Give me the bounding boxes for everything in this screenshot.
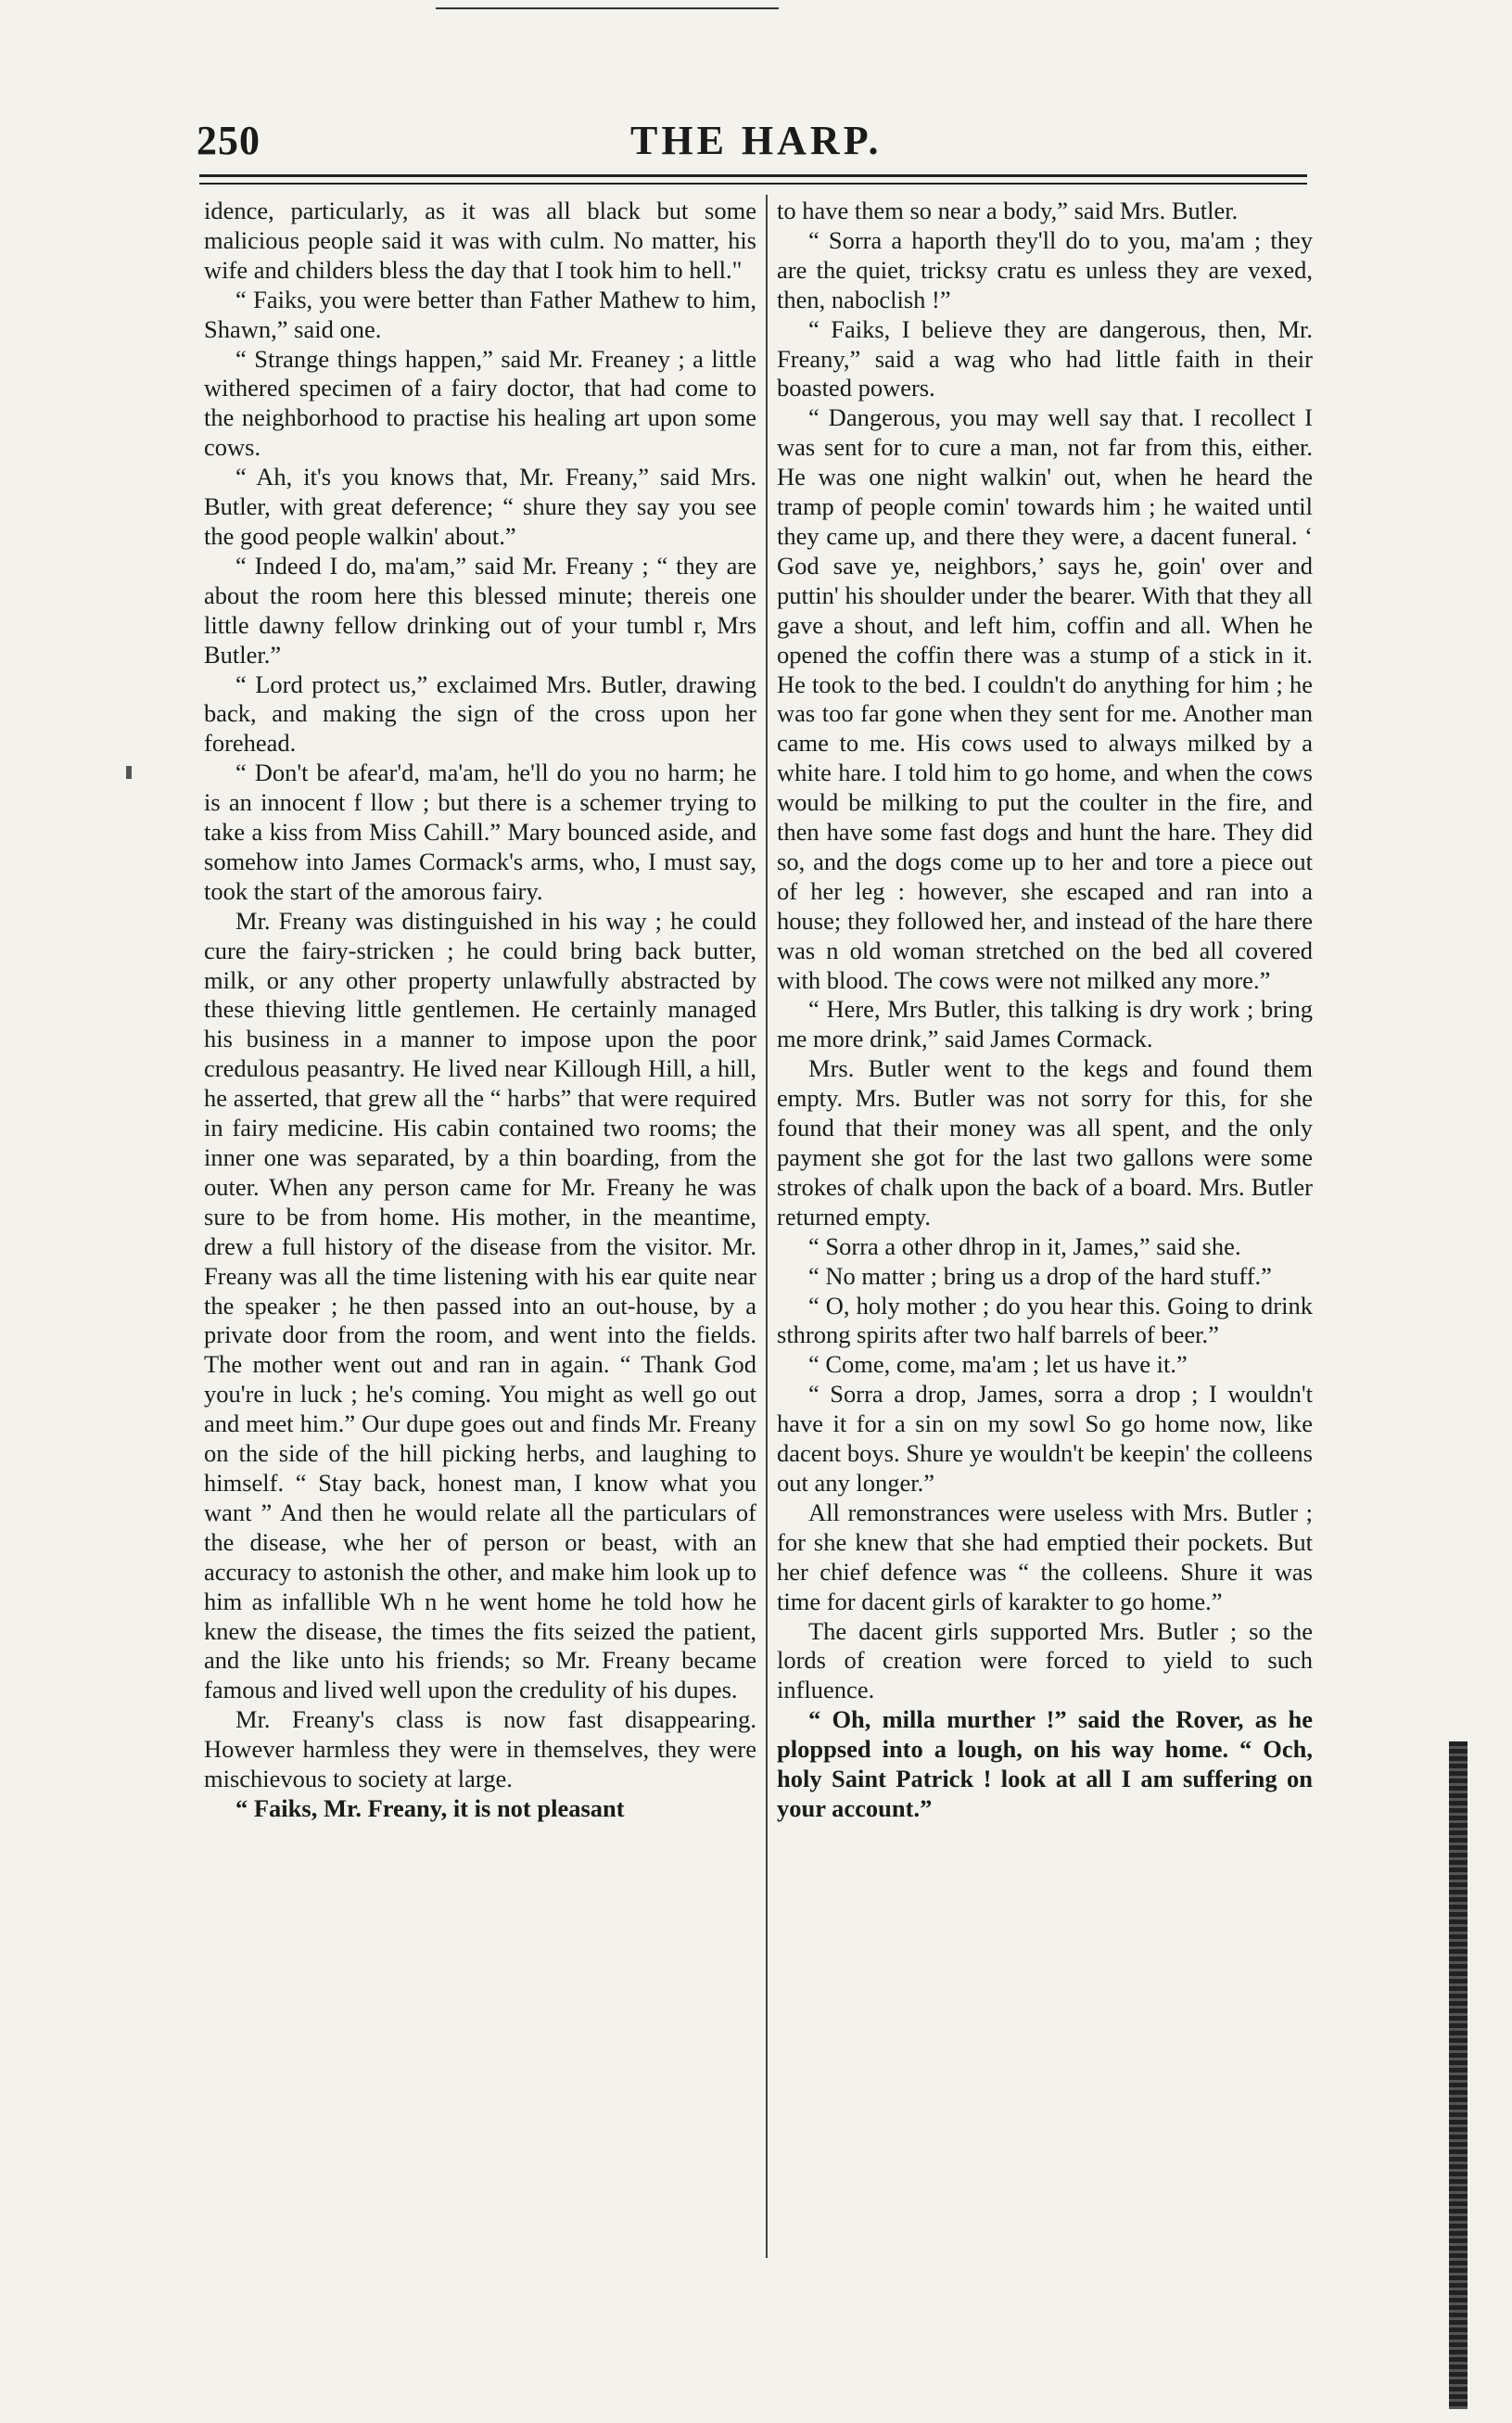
top-rule: [436, 7, 779, 9]
paragraph: Mr. Freany was distinguished in his way ; he could cure the fairy-stricken ; he could bring back butter, milk, or any other property unlawfully abstracted by these thieving little gentlemen. He certainly managed his business in a manner to impose upon the poor credulous peasantry. He lived near Killough Hill, a hill, he asserted, that grew all the “ harbs” that were required in fairy medicine. His cabin contained two rooms; the inner one was separated, by a thin boarding, from the outer. When any person came for Mr. Freany he was sure to be from home. His mother, in the meantime, drew a full history of the disease from the visitor. Mr. Freany was all the time listening with his ear quite near the speaker ; he then passed into an out-house, by a private door from the room, and went into the fields. The mother went out and ran in again. “ Thank God you're in luck ; he's coming. You might as well go out and meet him.” Our dupe goes out and finds Mr. Freany on the side of the hill picking herbs, and laughing to himself. “ Stay back, honest man, I know what you want ” And then he would relate all the particulars of the disease, whe her of person or beast, with an accuracy to astonish the other, and make him look up to him as infallible Wh n he went home he told how he knew the disease, the times the fits seized the patient, and the like unto his friends; so Mr. Freany became famous and lived well upon the credulity of his dupes.: [204, 906, 756, 1704]
paragraph: “ Lord protect us,” exclaimed Mrs. Butler, drawing back, and making the sign of the cross upon her forehead.: [204, 670, 756, 758]
paragraph: “ Indeed I do, ma'am,” said Mr. Freany ; “ they are about the room here this blessed minute; thereis one little dawny fellow drinking out of your tumbl r, Mrs Butler.”: [204, 551, 756, 669]
paragraph: “ Strange things happen,” said Mr. Freaney ; a little withered specimen of a fairy doctor, that had come to the neighborhood to practise his healing art upon some cows.: [204, 344, 756, 462]
paragraph: idence, particularly, as it was all black but some malicious people said it was with culm. No matter, his wife and childers bless the day that I took him to hell.": [204, 197, 756, 284]
paragraph: “ Ah, it's you knows that, Mr. Freany,” said Mrs. Butler, with great deference; “ shure they say you see the good people walkin' about.”: [204, 463, 756, 550]
paragraph: “ Dangerous, you may well say that. I recollect I was sent for to cure a man, not far from this, either. He was one night walkin' out, when he heard the tramp of people comin' towards him ; he waited until they came up, and there they were, a dacent funeral. ‘ God save ye, neighbors,’ says he, goin' over and puttin' his shoulder under the bearer. With that they all gave a shout, and left him, coffin and all. When he opened the coffin there was a stump of a stick in it. He took to the bed. I couldn't do anything for him ; he was too far gone when they sent for me. Another man came to me. His cows used to always milked by a white hare. I told him to go home, and when the cows would be milking to put the coulter in the fire, and then have some fast dogs and hunt the hare. They did so, and the dogs come up to her and tore a piece out of her leg : however, she escaped and ran into a house; they followed her, and instead of the hare there was n old woman stretched on the bed all covered with blood. The cows were not milked any more.”: [777, 403, 1313, 994]
running-title: THE HARP.: [630, 118, 883, 163]
column-divider: [766, 195, 768, 2258]
scan-edge-bar: [1449, 1741, 1468, 2409]
left-column: [204, 197, 756, 2251]
paragraph: The dacent girls supported Mrs. Butler ; so the lords of creation were forced to yield to such influence.: [777, 1616, 1313, 1704]
header-rule-top: [199, 174, 1307, 177]
paragraph: “ Faiks, Mr. Freany, it is not pleasant: [235, 1793, 625, 1822]
paragraph: “ Faiks, I believe they are dangerous, then, Mr. Freany,” said a wag who had little faith in their boasted powers.: [777, 314, 1313, 402]
paragraph: “ Don't be afear'd, ma'am, he'll do you no harm; he is an innocent f llow ; but there is a schemer trying to take a kiss from Miss Cahill.” Mary bounced aside, and somehow into James Cormack's arms, who, I must say, took the start of the amorous fairy.: [204, 759, 756, 905]
paragraph: “ Faiks, you were better than Father Mathew to him, Shawn,” said one.: [204, 285, 756, 343]
paragraph: to have them so near a body,” said Mrs. Butler.: [777, 197, 1239, 224]
paragraph: “ Oh, milla murther !” said the Rover, as he ploppsed into a lough, on his way home. “ Och, holy Saint Patrick ! look at all I am suffering on your account.”: [777, 1705, 1313, 1822]
paragraph: “ Here, Mrs Butler, this talking is dry work ; bring me more drink,” said James Cormack.: [777, 995, 1313, 1053]
right-column: [777, 197, 1313, 2251]
paragraph: All remonstrances were useless with Mrs. Butler ; for she knew that she had emptied their pockets. But her chief defence was “ the colleens. Shure it was time for dacent girls of karakter to go home.”: [777, 1498, 1313, 1615]
paragraph: Mr. Freany's class is now fast disappearing. However harmless they were in themselves, they were mischievous to society at large.: [204, 1705, 756, 1793]
paragraph: “ Sorra a haporth they'll do to you, ma'am ; they are the quiet, tricksy cratu es unless they are vexed, then, naboclish !”: [777, 225, 1313, 313]
header-rule-bottom: [199, 183, 1307, 185]
page-number: 250: [197, 118, 260, 163]
paragraph: “ Sorra a drop, James, sorra a drop ; I wouldn't have it for a sin on my sowl So go home now, like dacent boys. Shure ye wouldn't be keepin' the colleens out any longer.”: [777, 1380, 1313, 1497]
margin-mark: [126, 766, 132, 779]
paragraph: Mrs. Butler went to the kegs and found them empty. Mrs. Butler was not sorry for this, for she found that their money was all spent, and the only payment she got for the last two gallons were some strokes of chalk upon the back of a board. Mrs. Butler returned empty.: [777, 1054, 1313, 1231]
paragraph: “ O, holy mother ; do you hear this. Going to drink sthrong spirits after two half barrels of beer.”: [777, 1291, 1313, 1349]
paragraph: “ Come, come, ma'am ; let us have it.”: [808, 1350, 1188, 1379]
paragraph: “ Sorra a other dhrop in it, James,” said she.: [808, 1231, 1241, 1260]
paragraph: “ No matter ; bring us a drop of the hard stuff.”: [808, 1261, 1272, 1290]
